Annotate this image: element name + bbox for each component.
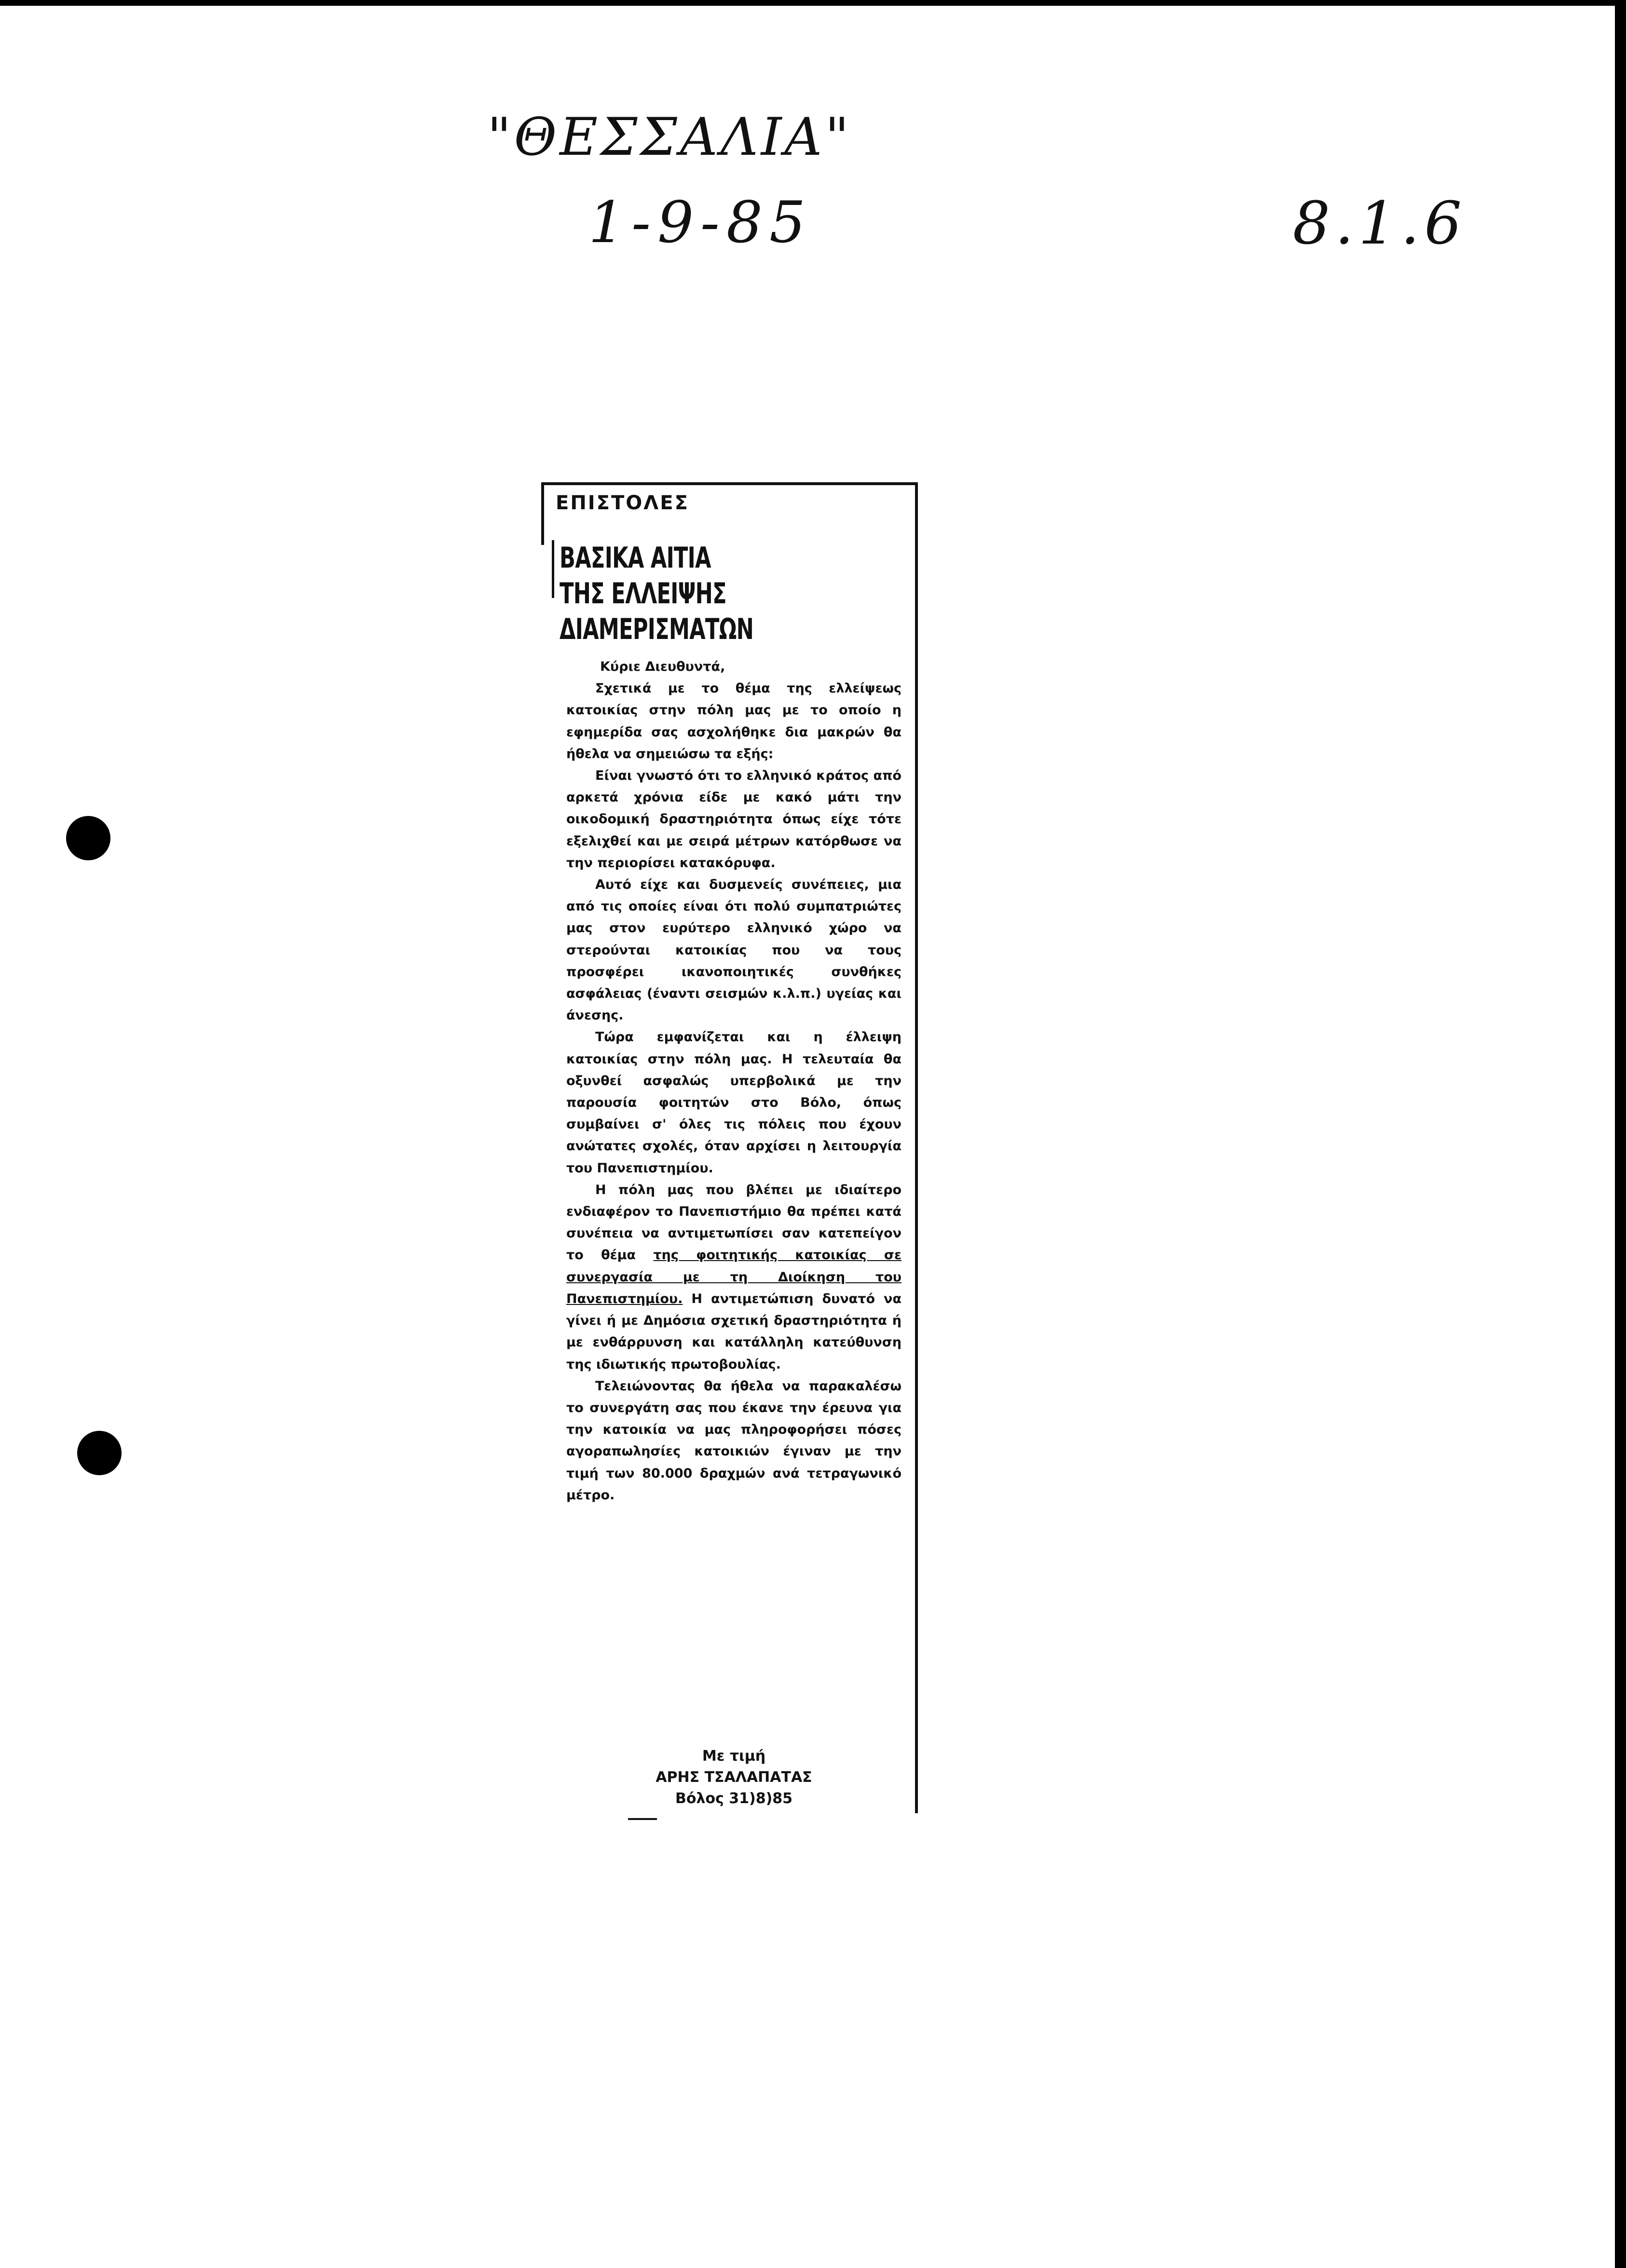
letter-paragraph: Σχετικά με το θέμα της ελλείψεως κατοικίας στην πόλη μας με το οποίο η εφημερίδα σας ασχολήθηκε δια μακρών θα ήθελα να σημειώσω τα εξής:	[566, 681, 902, 761]
letter-body	[566, 656, 902, 1506]
letter-greeting: Κύριε Διευθυντά,	[600, 659, 725, 674]
letter-paragraph: Αυτό είχε και δυσμενείς συνέπειες, μια από τις οποίες είναι ότι πολύ συμπατριώτες μας στον ευρύτερο ελληνικό χώρο να στερούνται κατοικίας που να τους προσφέρει ικανοποιητικές συνθήκες ασφάλειας (έναντι σεισμών κ.λ.π.) υγείας και άνεσης.	[566, 877, 902, 1023]
paragraph-text: Η πόλη μας που βλέπει με ιδιαίτερο ενδιαφέρον το Πανεπιστήμιο θα πρέπει κατά συνέπεια να αντιμετωπίσει σαν κατεπείγον το θέμα	[566, 1182, 902, 1263]
place-date: Βόλος 31)8)85	[675, 1790, 793, 1807]
newspaper-clipping	[541, 482, 966, 1823]
closing: Με τιμή	[702, 1748, 766, 1765]
document-page	[0, 6, 1615, 2268]
headline-line: ΒΑΣΙΚΑ ΑΙΤΙΑ	[560, 541, 711, 575]
letter-paragraph: Είναι γνωστό ότι το ελληνικό κράτος από αρκετά χρόνια είδε με κακό μάτι την οικοδομική δραστηριότητα όπως είχε τότε εξελιχθεί και με σειρά μέτρων κατόρθωσε να την περιορίσει κατακόρυφα.	[566, 768, 902, 870]
handwritten-date: 1-9-85	[588, 189, 813, 256]
headline-line: ΤΗΣ ΕΛΛΕΙΨΗΣ	[560, 577, 726, 611]
end-dash	[628, 1818, 657, 1820]
punch-hole	[66, 816, 110, 860]
letter-paragraph: Τώρα εμφανίζεται και η έλλειψη κατοικίας στην πόλη μας. Η τελευταία θα οξυνθεί ασφαλώς υπερβολικά με την παρουσία φοιτητών στο Βόλο, όπως συμβαίνει σ' όλες τις πόλεις που έχουν ανώτατες σχολές, όταν αρχίσει η λειτουργία του Πανεπιστημίου.	[566, 1030, 902, 1176]
clipping-right-rule	[915, 482, 918, 1813]
handwritten-file-code: 8.1.6	[1293, 189, 1467, 258]
author-name: ΑΡΗΣ ΤΣΑΛΑΠΑΤΑΣ	[656, 1769, 812, 1786]
signature-block	[566, 1746, 902, 1809]
clipping-top-rule	[541, 482, 917, 485]
letter-paragraph	[566, 1179, 902, 1375]
headline-rule	[552, 540, 554, 598]
letter-paragraph: Τελειώνοντας θα ήθελα να παρακαλέσω το συνεργάτη σας που έκανε την έρευνα για την κατοικία να μας πληροφορήσει πόσες αγοραπωλησίες κατοικιών έγιναν με την τιμή των 80.000 δραχμών ανά τετραγωνικό μέτρο.	[566, 1378, 902, 1503]
headline	[560, 540, 753, 647]
underlined-text: της φοιτητικής κατοικίας σε συνεργασία με τη Διοίκηση του Πανεπιστημίου.	[566, 1248, 902, 1306]
section-label: ΕΠΙΣΤΟΛΕΣ	[556, 492, 689, 514]
punch-hole	[77, 1431, 122, 1475]
headline-line: ΔΙΑΜΕΡΙΣΜΑΤΩΝ	[560, 612, 754, 646]
clipping-left-rule	[541, 482, 544, 545]
paragraph-text: Η αντιμετώπιση δυνατό να γίνει ή με Δημόσια σχετική δραστηριότητα ή με ενθάρρυνση και κατάλληλη κατεύθυνση της ιδιωτικής πρωτοβουλίας.	[566, 1291, 902, 1372]
handwritten-newspaper-name: "ΘΕΣΣΑΛΙΑ"	[487, 107, 852, 167]
